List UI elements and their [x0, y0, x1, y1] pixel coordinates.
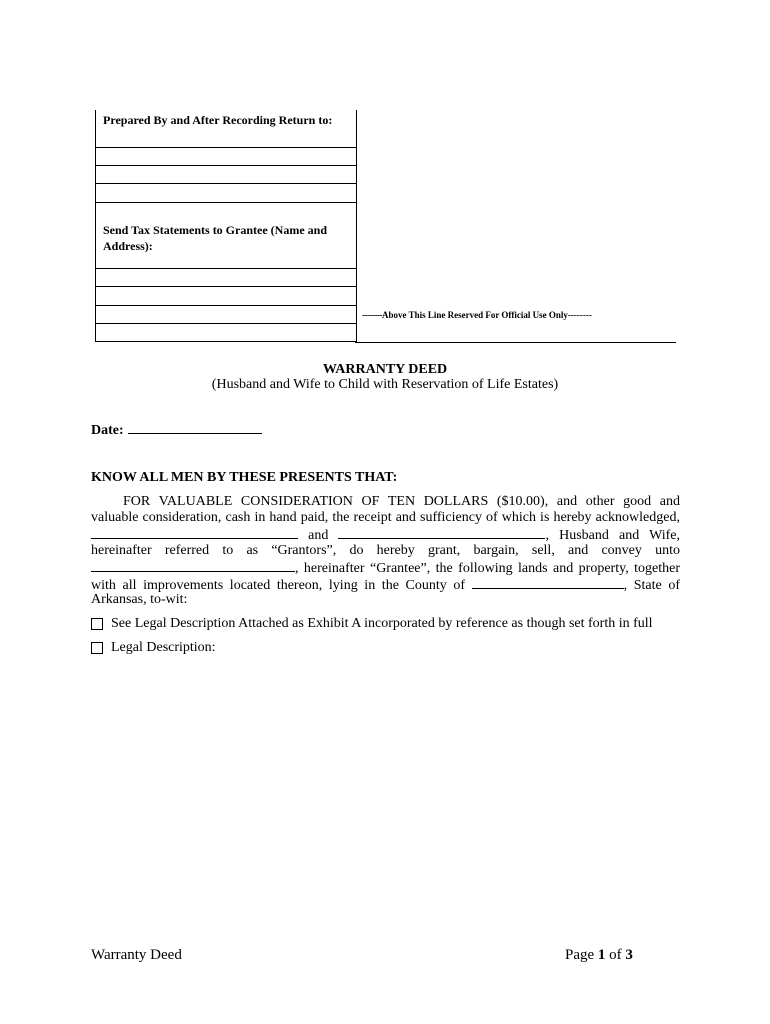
page-number: 1 — [597, 947, 606, 963]
return-to-line-4[interactable] — [96, 202, 356, 203]
option-exhibit-a[interactable] — [91, 616, 653, 632]
grantee-text: , hereinafter “Grantee”, the following lands and property, together — [295, 561, 680, 576]
grantor-1-blank[interactable] — [91, 526, 298, 539]
tax-statements-label-line1: Send Tax Statements to Grantee (Name and — [103, 223, 327, 237]
grantee-address-line-3[interactable] — [96, 305, 356, 306]
body-line-5 — [91, 559, 680, 577]
and-text: and — [308, 528, 329, 543]
date-label: Date: — [91, 423, 124, 438]
of-word: of — [609, 947, 622, 963]
return-to-line-2[interactable] — [96, 165, 356, 166]
grantee-blank[interactable] — [91, 559, 295, 572]
date-blank[interactable] — [128, 421, 262, 434]
body-line-7: Arkansas, to-wit: — [91, 592, 188, 607]
grantee-address-line-2[interactable] — [96, 286, 356, 287]
husband-wife-text: , Husband and Wife, — [545, 528, 680, 543]
date-field — [91, 421, 262, 439]
recording-box — [95, 110, 357, 342]
return-to-line-3[interactable] — [96, 183, 356, 184]
tax-statements-label — [103, 222, 327, 254]
official-use-dashes: -------- — [362, 310, 382, 320]
body-line-4: hereinafter referred to as “Grantors”, do hereby grant, bargain, sell, and convey unto — [91, 543, 680, 558]
prepared-by-label: Prepared By and After Recording Return to: — [103, 113, 333, 127]
county-text: with all improvements located thereon, lying in the County of — [91, 578, 466, 593]
official-use-rule — [355, 342, 676, 343]
footer-doc-name: Warranty Deed — [91, 947, 182, 963]
grantee-address-line-5[interactable] — [96, 341, 356, 342]
page-word: Page — [565, 947, 595, 963]
body-line-1: FOR VALUABLE CONSIDERATION OF TEN DOLLARS ($10.00), and other good and — [123, 494, 680, 509]
legal-description-checkbox[interactable] — [91, 642, 103, 654]
official-use-text: Above This Line Reserved For Official Use Only-------- — [381, 310, 592, 320]
know-all-heading: KNOW ALL MEN BY THESE PRESENTS THAT: — [91, 470, 398, 485]
county-blank[interactable] — [472, 576, 624, 589]
page-indicator — [565, 947, 633, 964]
grantee-address-line-1[interactable] — [96, 268, 356, 269]
body-line-2: valuable consideration, cash in hand paid, the receipt and sufficiency of which is hereby acknowledged, — [91, 510, 680, 525]
official-use-note — [362, 310, 592, 320]
return-to-line-1[interactable] — [96, 147, 356, 148]
exhibit-a-checkbox[interactable] — [91, 618, 103, 630]
option-legal-description[interactable] — [91, 640, 216, 656]
document-title: WARRANTY DEED — [322, 362, 448, 377]
document-subtitle: (Husband and Wife to Child with Reservation of Life Estates) — [211, 377, 559, 392]
exhibit-a-label: See Legal Description Attached as Exhibit A incorporated by reference as though set forth in full — [111, 616, 653, 631]
state-text: , State of — [623, 578, 680, 593]
body-line-3 — [91, 526, 680, 544]
grantee-address-line-4[interactable] — [96, 323, 356, 324]
legal-description-label: Legal Description: — [111, 640, 216, 655]
tax-statements-label-line2: Address): — [103, 239, 153, 253]
grantor-2-blank[interactable] — [338, 526, 545, 539]
page-total: 3 — [625, 947, 633, 963]
